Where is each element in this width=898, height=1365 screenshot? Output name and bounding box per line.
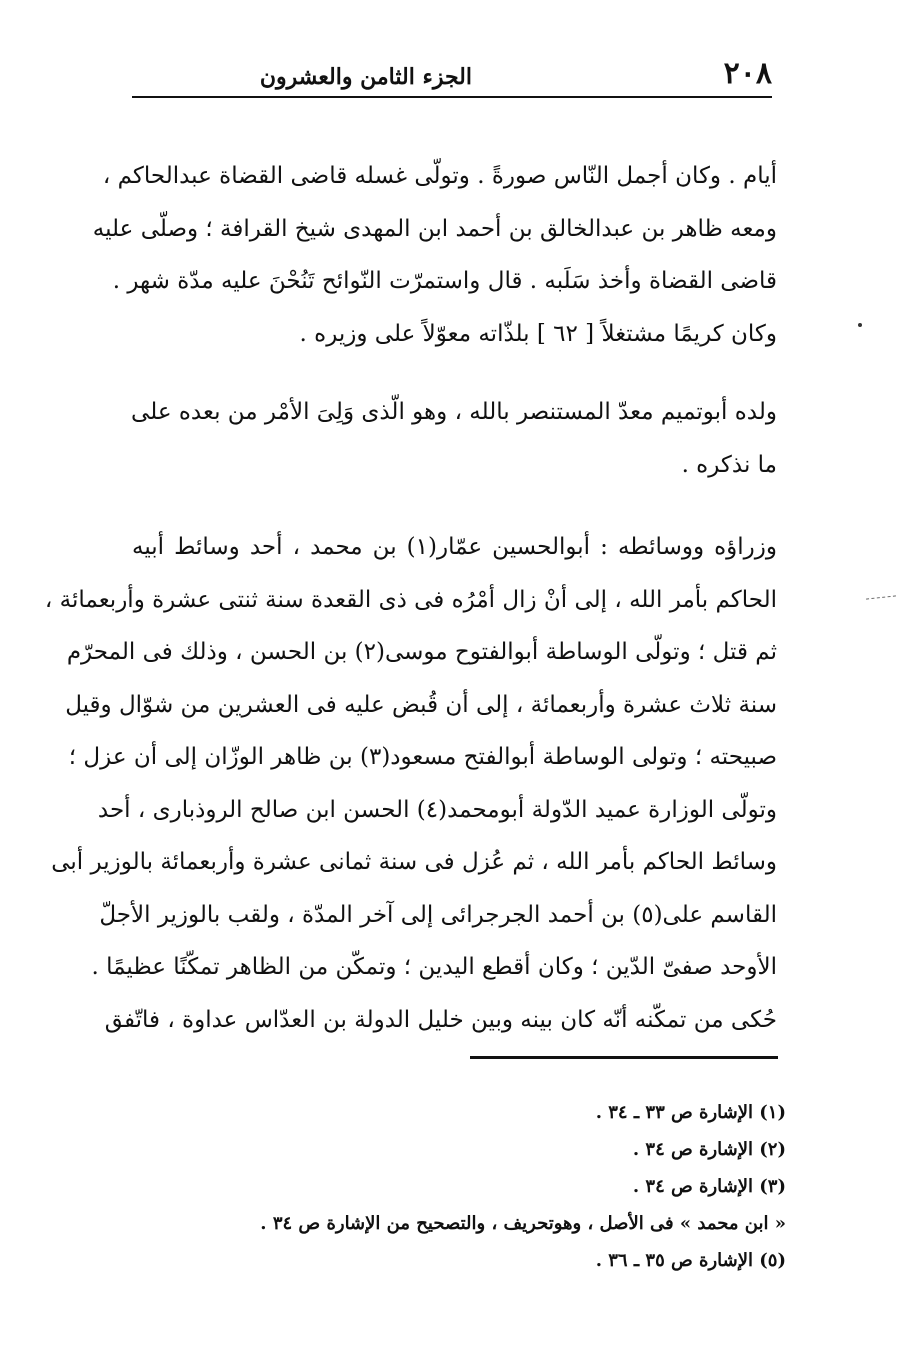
text-line: سنة ثلاث عشرة وأربعمائة ، إلى أن قُبض عليه فى العشرين من شوّال وقيل xyxy=(65,691,777,718)
text-line: أيام . وكان أجمل النّاس صورةً . وتولّى غسله قاضى القضاة عبدالحاكم ، xyxy=(102,163,777,189)
text-line: ولده أبوتميم معدّ المستنصر بالله ، وهو الّذى وَلِىَ الأمْر من بعده على xyxy=(131,399,777,425)
text-line: وزراؤه ووسائطه : أبوالحسين عمّار(١) بن محمد ، أحد وسائط أبيه xyxy=(132,534,777,560)
text-line: صبيحته ؛ وتولى الوساطة أبوالفتح مسعود(٣) بن ظاهر الوزّان إلى أن عزل ؛ xyxy=(68,744,777,770)
page-number: ٢٠٨ xyxy=(723,56,772,91)
text-line: وسائط الحاكم بأمر الله ، ثم عُزل فى سنة ثمانى عشرة وأربعمائة بالوزير أبى xyxy=(51,849,777,875)
footnote-3: (٣) الإشارة ص ٣٤ . xyxy=(632,1176,786,1197)
paragraph-3 xyxy=(44,521,777,1046)
paragraph-2 xyxy=(132,386,777,491)
footnote-1: (١) الإشارة ص ٣٣ ـ ٣٤ . xyxy=(595,1102,786,1123)
text-line: وكان كريمًا مشتغلاً [ ٦٢ ] بلذّاته معوّلاً على وزيره . xyxy=(299,320,777,347)
text-line: قاضى القضاة وأخذ سَلَبه . قال واستمرّت النّوائح تَنُحْنَ عليه مدّة شهر . xyxy=(112,268,777,294)
footnote-5: (٥) الإشارة ص ٣٥ ـ ٣٦ . xyxy=(595,1250,786,1271)
text-line: الأوحد صفىّ الدّين ؛ وكان أقطع اليدين ؛ وتمكّن من الظاهر تمكّنًا عظيمًا . xyxy=(91,954,777,980)
footnote-2: (٢) الإشارة ص ٣٤ . xyxy=(632,1139,786,1160)
page-header xyxy=(132,56,772,100)
header-rule xyxy=(132,96,772,98)
margin-pencil-mark xyxy=(866,595,896,599)
text-line: حُكى من تمكّنه أنّه كان بينه وبين خليل الدولة بن العدّاس عداوة ، فاتّفق xyxy=(104,1006,777,1033)
text-line: ومعه ظاهر بن عبدالخالق بن أحمد ابن المهدى شيخ القرافة ؛ وصلّى عليه xyxy=(92,215,777,242)
text-line: القاسم على(٥) بن أحمد الجرجرائى إلى آخر المدّة ، ولقب بالوزير الأجلّ xyxy=(99,901,777,928)
text-line: وتولّى الوزارة عميد الدّولة أبومحمد(٤) الحسن ابن صالح الروذبارى ، أحد xyxy=(97,796,777,823)
text-line: الحاكم بأمر الله ، إلى أنْ زال أمْرُه فى ذى القعدة سنة ثنتى عشرة وأربعمائة ، xyxy=(44,586,777,613)
scan-speck xyxy=(858,323,862,327)
text-line: ثم قتل ؛ وتولّى الوساطة أبوالفتوح موسى(٢) بن الحسن ، وذلك فى المحرّم xyxy=(66,639,777,665)
text-line: ما نذكره . xyxy=(681,451,777,478)
paragraph-1 xyxy=(92,150,777,360)
footnote-separator xyxy=(470,1056,778,1059)
running-title: الجزء الثامن والعشرون xyxy=(259,64,472,90)
main-text xyxy=(44,150,777,1046)
footnote-4: « ابن محمد » فى الأصل ، وهوتحريف ، والتصحيح من الإشارة ص ٣٤ . xyxy=(260,1213,786,1234)
footnotes xyxy=(226,1094,786,1279)
